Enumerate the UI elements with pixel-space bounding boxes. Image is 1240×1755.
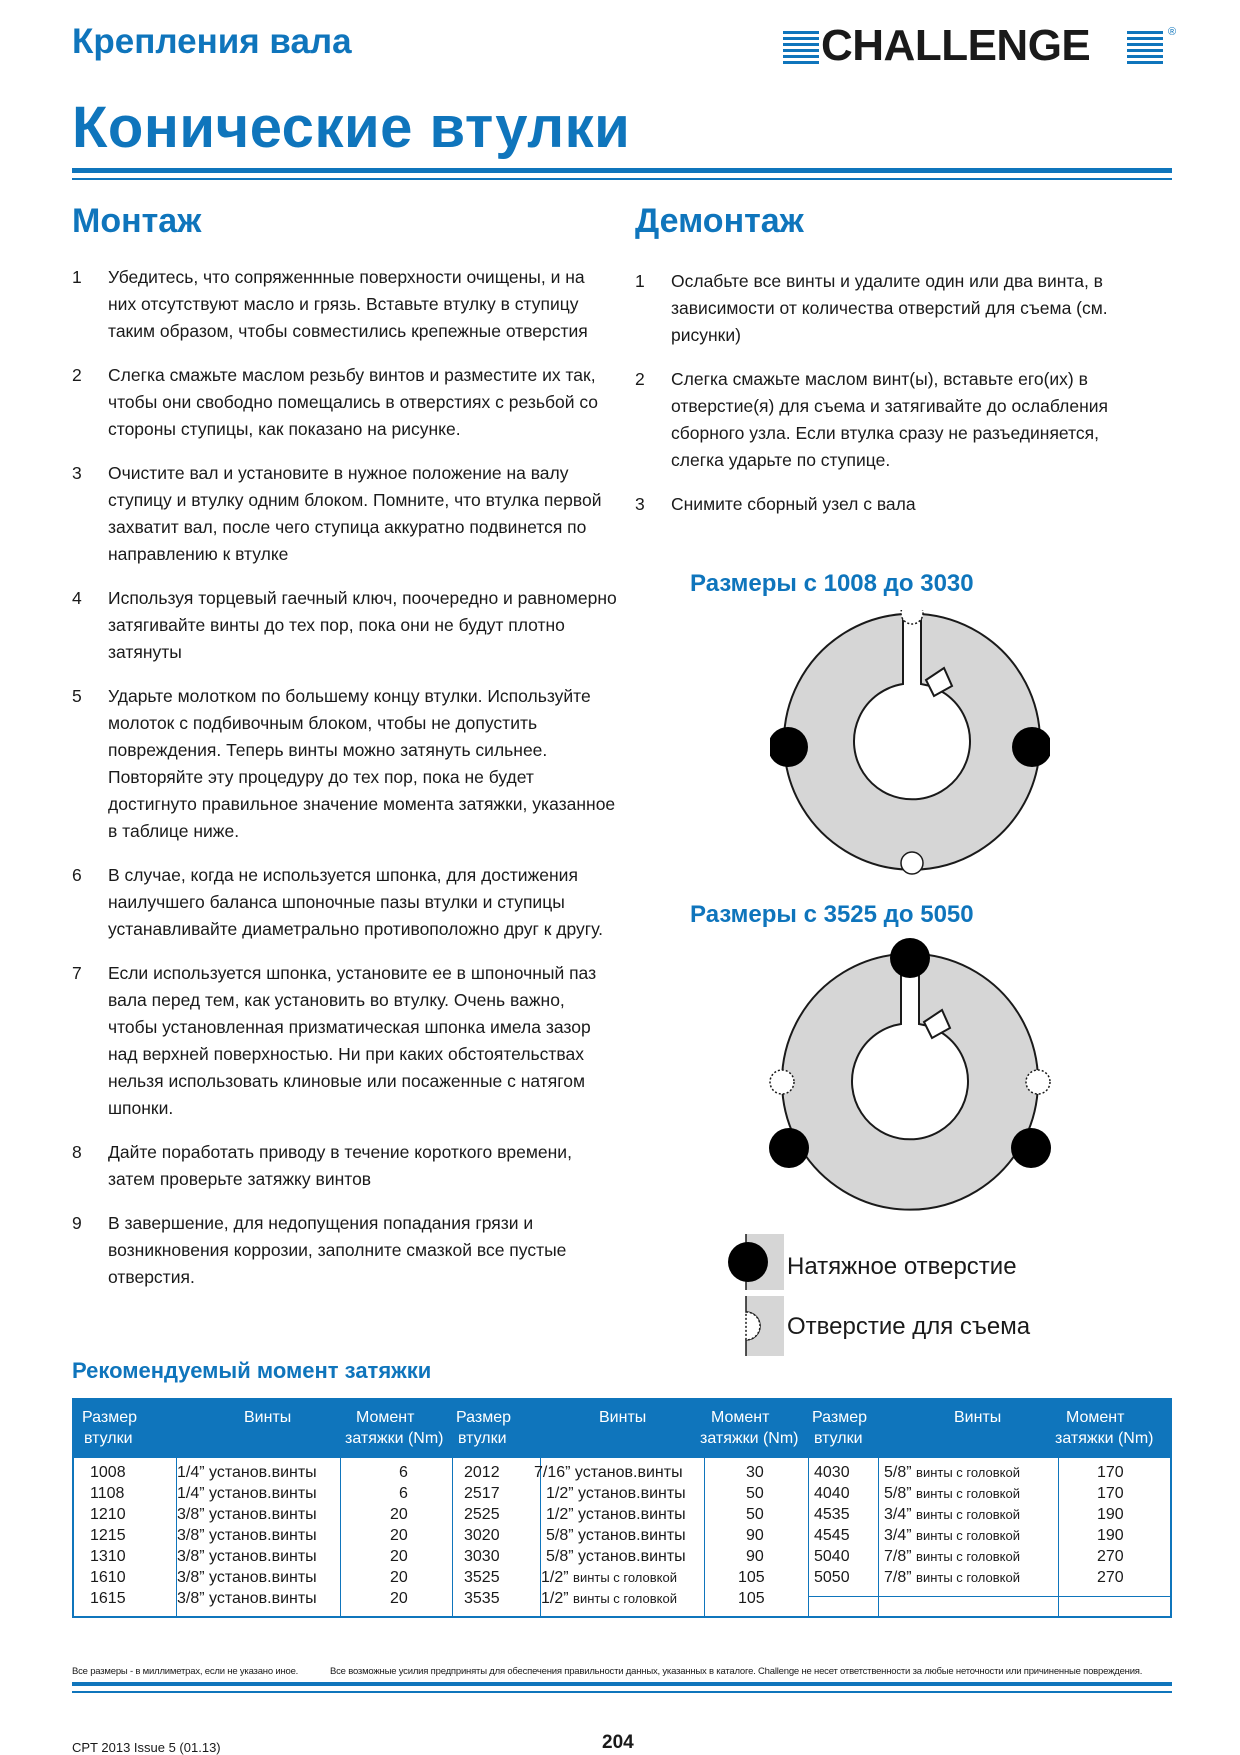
- cell-size: 4545: [814, 1527, 850, 1544]
- cell-screw: 7/16” установ.винты: [534, 1464, 683, 1481]
- step-text: В завершение, для недопущения попадания грязи и возникновения коррозии, заполните смазкой все пустые отверстия.: [108, 1213, 567, 1287]
- legend-removal-hole: Отверстие для съема: [787, 1313, 1031, 1340]
- removal-hole: [1026, 1070, 1050, 1094]
- bush-body: [782, 954, 1038, 1210]
- removal-hole: [770, 1070, 794, 1094]
- cell-size: 3020: [464, 1527, 500, 1544]
- cell-screw: 3/8” установ.винты: [177, 1590, 317, 1607]
- bush-body: [784, 614, 1040, 870]
- cell-torque: 50: [746, 1506, 764, 1523]
- cell-size: 1215: [90, 1527, 126, 1544]
- step-text: Используя торцевый гаечный ключ, поочередно и равномерно затягивайте винты до тех пор, пока они не будут плотно затянуты: [108, 588, 617, 662]
- disassembly-steps: [635, 268, 1155, 535]
- screw-type: винты с головкой: [916, 1570, 1020, 1585]
- removal-hole: [901, 610, 923, 624]
- cell-screw: 1/4” установ.винты: [177, 1464, 317, 1481]
- footer-rule-thin: [72, 1691, 1172, 1693]
- header-torque-l1: Момент: [356, 1409, 415, 1426]
- cell-screw: [884, 1462, 1020, 1483]
- cell-torque: 6: [399, 1485, 408, 1502]
- step-number: 2: [72, 365, 82, 385]
- step-text: Убедитесь, что сопряженнные поверхности очищены, и на них отсутствуют масло и грязь. Вставьте втулку в ступицу таким образом, чтобы совместились крепежные отверстия: [108, 267, 588, 341]
- cell-size: 4040: [814, 1485, 850, 1502]
- header-screws: Винты: [599, 1409, 647, 1426]
- category-title: Крепления вала: [72, 22, 352, 61]
- screw-size: 3/4”: [884, 1527, 912, 1544]
- legend-tension-hole: Натяжное отверстие: [787, 1253, 1017, 1280]
- small-sizes-title: Размеры с 1008 до 3030: [690, 570, 974, 597]
- header-torque-l2: затяжки (Nm): [345, 1430, 444, 1447]
- cell-size: 2012: [464, 1464, 500, 1481]
- screw-type: винты с головкой: [916, 1549, 1020, 1564]
- screw-size: 7/8”: [884, 1569, 912, 1586]
- cell-size: 1008: [90, 1464, 126, 1481]
- document-reference: CPT 2013 Issue 5 (01.13): [72, 1740, 221, 1755]
- screw-type: винты с головкой: [573, 1570, 677, 1585]
- cell-torque: 190: [1097, 1506, 1124, 1523]
- header-size-l2: втулки: [814, 1430, 863, 1447]
- header-torque-l1: Момент: [1066, 1409, 1125, 1426]
- cell-screw: [884, 1567, 1020, 1588]
- cell-size: 1108: [90, 1485, 125, 1502]
- screw-type: винты с головкой: [916, 1465, 1020, 1480]
- disassembly-step: [635, 268, 1155, 349]
- step-number: 4: [72, 588, 82, 608]
- cell-torque: 30: [746, 1464, 764, 1481]
- cell-torque: 170: [1097, 1485, 1124, 1502]
- assembly-step: [72, 264, 617, 345]
- cell-size: 1210: [90, 1506, 126, 1523]
- cell-torque: 270: [1097, 1548, 1124, 1565]
- logo-text: CHALLENGE: [821, 21, 1091, 70]
- header-size-l2: втулки: [84, 1430, 133, 1447]
- step-number: 3: [635, 494, 645, 514]
- tension-hole-icon: [728, 1242, 768, 1282]
- assembly-step: [72, 362, 617, 443]
- step-number: 7: [72, 963, 82, 983]
- disassembly-step: [635, 491, 1155, 518]
- assembly-step: [72, 683, 617, 845]
- step-number: 5: [72, 686, 82, 706]
- screw-size: 1/2”: [541, 1569, 569, 1586]
- screw-type: винты с головкой: [573, 1591, 677, 1606]
- step-number: 3: [72, 463, 82, 483]
- header-size-l1: Размер: [82, 1409, 137, 1426]
- cell-torque: 105: [738, 1569, 765, 1586]
- cell-screw: 3/8” установ.винты: [177, 1527, 317, 1544]
- step-number: 2: [635, 369, 645, 389]
- cell-screw: [884, 1483, 1020, 1504]
- cell-size: 4030: [814, 1464, 850, 1481]
- cell-torque: 105: [738, 1590, 765, 1607]
- screw-size: 1/2”: [541, 1590, 569, 1607]
- cell-screw: [884, 1525, 1020, 1546]
- step-text: В случае, когда не используется шпонка, для достижения наилучшего баланса шпоночные пазы втулки и ступицы устанавливайте диаметрально противоположно друг к другу.: [108, 865, 604, 939]
- bush-diagram-small: [770, 610, 1050, 880]
- cell-torque: 6: [399, 1464, 408, 1481]
- cell-torque: 90: [746, 1527, 764, 1544]
- assembly-step: [72, 1139, 617, 1193]
- footer-rule-thick: [72, 1682, 1172, 1686]
- assembly-steps: [72, 264, 617, 1308]
- cell-torque: 20: [390, 1569, 408, 1586]
- cell-size: 4535: [814, 1506, 850, 1523]
- assembly-heading: Монтаж: [72, 202, 202, 240]
- cell-torque: 90: [746, 1548, 764, 1565]
- disclaimer: Все возможные усилия предприняты для обеспечения правильности данных, указанных в каталоге. Challenge не несет ответственности за любые неточности или причиненные повреждения.: [330, 1666, 1143, 1677]
- logo-registered-mark: ®: [1168, 26, 1177, 38]
- header-screws: Винты: [954, 1409, 1002, 1426]
- cell-size: 3030: [464, 1548, 500, 1565]
- cell-size: 1615: [90, 1590, 126, 1607]
- step-number: 9: [72, 1213, 82, 1233]
- cell-screw: [541, 1567, 677, 1588]
- header-size-l1: Размер: [456, 1409, 511, 1426]
- header-size-l1: Размер: [812, 1409, 867, 1426]
- cell-size: 1610: [90, 1569, 126, 1586]
- header-torque-l2: затяжки (Nm): [1055, 1430, 1154, 1447]
- cell-size: 5050: [814, 1569, 850, 1586]
- header-rule-thick: [72, 168, 1172, 173]
- cell-size: 2525: [464, 1506, 500, 1523]
- screw-size: 7/8”: [884, 1548, 912, 1565]
- screw-size: 5/8”: [884, 1485, 912, 1502]
- screw-size: 5/8”: [884, 1464, 912, 1481]
- header-rule-thin: [72, 178, 1172, 180]
- step-text: Ослабьте все винты и удалите один или два винта, в зависимости от количества отверстий для съема (см. рисунки): [671, 271, 1108, 345]
- header-screws: Винты: [244, 1409, 292, 1426]
- cell-screw: [884, 1504, 1020, 1525]
- cell-screw: 1/2” установ.винты: [546, 1506, 686, 1523]
- cell-size: 5040: [814, 1548, 850, 1565]
- screw-type: винты с головкой: [916, 1486, 1020, 1501]
- step-number: 8: [72, 1142, 82, 1162]
- assembly-step: [72, 1210, 617, 1291]
- step-number: 1: [72, 267, 82, 287]
- assembly-step: [72, 460, 617, 568]
- header-torque-l2: затяжки (Nm): [700, 1430, 799, 1447]
- step-text: Снимите сборный узел с вала: [671, 494, 916, 514]
- cell-torque: 20: [390, 1506, 408, 1523]
- assembly-step: [72, 585, 617, 666]
- cell-screw: 5/8” установ.винты: [546, 1527, 686, 1544]
- challenge-logo: [783, 22, 1183, 70]
- cell-torque: 50: [746, 1485, 764, 1502]
- screw-size: 3/4”: [884, 1506, 912, 1523]
- step-text: Очистите вал и установите в нужное положение на валу ступицу и втулку одним блоком. Помните, что втулка первой захватит вал, после чего ступица аккуратно подвинется по направлению к втулке: [108, 463, 602, 564]
- disassembly-step: [635, 366, 1155, 474]
- cell-screw: 5/8” установ.винты: [546, 1548, 686, 1565]
- cell-torque: 20: [390, 1527, 408, 1544]
- cell-torque: 190: [1097, 1527, 1124, 1544]
- assembly-step: [72, 862, 617, 943]
- bush-diagram-large: [762, 932, 1058, 1222]
- units-note: Все размеры - в миллиметрах, если не указано иное.: [72, 1666, 299, 1677]
- page-number: 204: [602, 1732, 634, 1753]
- page-title: Конические втулки: [72, 95, 631, 160]
- table-header: [74, 1400, 1170, 1458]
- cell-screw: 3/8” установ.винты: [177, 1569, 317, 1586]
- cell-torque: 20: [390, 1548, 408, 1565]
- cell-size: 3535: [464, 1590, 500, 1607]
- step-text: Ударьте молотком по большему концу втулки. Используйте молоток с подбивочным блоком, чтобы не допустить повреждения. Теперь винты можно затянуть сильнее. Повторяйте эту процедуру до тех пор, пока не будет достигнуто правильное значение момента затяжки, указанное в таблице ниже.: [108, 686, 616, 841]
- cell-screw: 3/8” установ.винты: [177, 1506, 317, 1523]
- cell-screw: [884, 1546, 1020, 1567]
- cell-torque: 20: [390, 1590, 408, 1607]
- torque-heading: Рекомендуемый момент затяжки: [72, 1358, 432, 1383]
- cell-torque: 170: [1097, 1464, 1124, 1481]
- tension-hole: [1011, 1128, 1051, 1168]
- cell-screw: 1/2” установ.винты: [546, 1485, 686, 1502]
- cell-torque: 270: [1097, 1569, 1124, 1586]
- assembly-step: [72, 960, 617, 1122]
- tension-hole: [890, 938, 930, 978]
- step-number: 1: [635, 271, 645, 291]
- header-torque-l1: Момент: [711, 1409, 770, 1426]
- cell-screw: [541, 1588, 677, 1609]
- screw-type: винты с головкой: [916, 1528, 1020, 1543]
- cell-size: 3525: [464, 1569, 500, 1586]
- tension-hole: [769, 1128, 809, 1168]
- cell-size: 1310: [90, 1548, 126, 1565]
- torque-table: [72, 1398, 1172, 1618]
- step-text: Слегка смажьте маслом резьбу винтов и разместите их так, чтобы они свободно помещались в отверстиях с резьбой со стороны ступицы, как показано на рисунке.: [108, 365, 599, 439]
- step-text: Дайте поработать приводу в течение короткого времени, затем проверьте затяжку винтов: [108, 1142, 572, 1189]
- screw-type: винты с головкой: [916, 1507, 1020, 1522]
- step-number: 6: [72, 865, 82, 885]
- cell-screw: 3/8” установ.винты: [177, 1548, 317, 1565]
- large-sizes-title: Размеры с 3525 до 5050: [690, 901, 974, 928]
- step-text: Слегка смажьте маслом винт(ы), вставьте его(их) в отверстие(я) для съема и затягивайте до ослабления сборного узла. Если втулка сразу не разъединяется, слегка ударьте по ступице.: [671, 369, 1109, 470]
- cell-size: 2517: [464, 1485, 500, 1502]
- cell-screw: 1/4” установ.винты: [177, 1485, 317, 1502]
- legend-symbols: [728, 1234, 784, 1360]
- step-text: Если используется шпонка, установите ее в шпоночный паз вала перед тем, как установить во втулку. Очень важно, чтобы установленная призматическая шпонка имела зазор над верхней поверхностью. Ни при каких обстоятельствах нельзя использовать клиновые или посаженные с натягом шпонки.: [108, 963, 597, 1118]
- header-size-l2: втулки: [458, 1430, 507, 1447]
- disassembly-heading: Демонтаж: [635, 202, 804, 240]
- removal-hole: [901, 852, 923, 874]
